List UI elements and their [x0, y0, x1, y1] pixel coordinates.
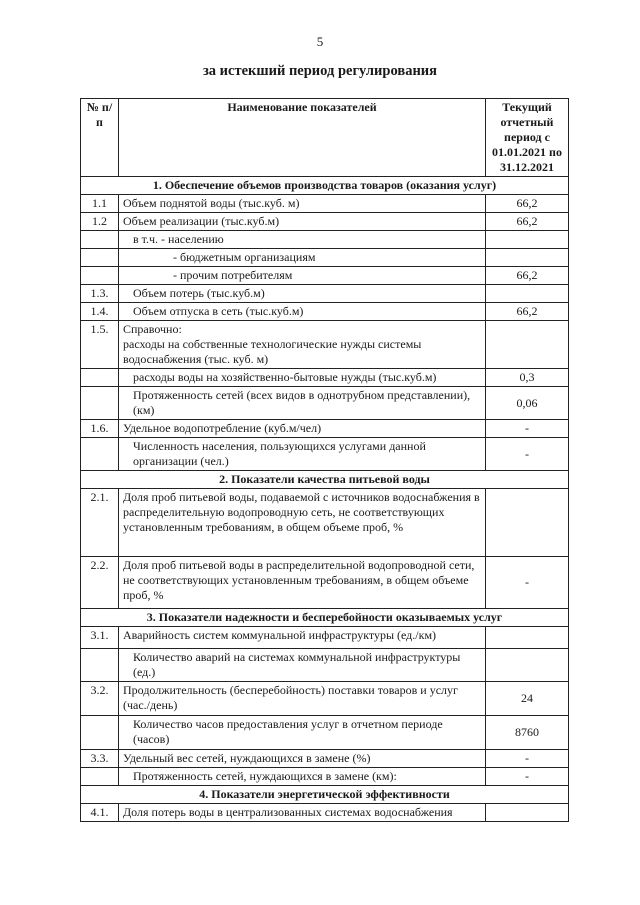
- table-row: [81, 195, 569, 213]
- section-row: [81, 471, 569, 489]
- row-number: 1.6.: [81, 420, 119, 438]
- row-number: [81, 267, 119, 285]
- row-number: [81, 387, 119, 420]
- row-indicator-name: Доля проб питьевой воды, подаваемой с источников водоснабжения в распределительную водопроводную сеть, не соответствующих установленным требованиям, в общем объеме проб, %: [119, 489, 486, 557]
- row-value: -: [486, 420, 569, 438]
- row-indicator-name: Справочно: расходы на собственные технологические нужды системы водоснабжения (тыс. куб. м): [119, 321, 486, 369]
- row-indicator-name: Аварийность систем коммунальной инфраструктуры (ед./км): [119, 627, 486, 649]
- row-indicator-name: Доля потерь воды в централизованных системах водоснабжения: [119, 804, 486, 822]
- table-row: [81, 303, 569, 321]
- row-indicator-name: расходы воды на хозяйственно-бытовые нужды (тыс.куб.м): [119, 369, 486, 387]
- row-indicator-name: - прочим потребителям: [119, 267, 486, 285]
- row-indicator-name: Протяженность сетей (всех видов в однотрубном представлении), (км): [119, 387, 486, 420]
- row-value: 8760: [486, 716, 569, 750]
- row-indicator-name: Количество часов предоставления услуг в отчетном периоде (часов): [119, 716, 486, 750]
- row-value: 0,06: [486, 387, 569, 420]
- table-row: [81, 716, 569, 750]
- table-row: [81, 387, 569, 420]
- section-row: [81, 177, 569, 195]
- row-number: 1.4.: [81, 303, 119, 321]
- table-row: [81, 249, 569, 267]
- row-number: 2.2.: [81, 557, 119, 609]
- row-number: 3.3.: [81, 750, 119, 768]
- table-row: [81, 682, 569, 716]
- row-number: [81, 249, 119, 267]
- row-indicator-name: Численность населения, пользующихся услугами данной организации (чел.): [119, 438, 486, 471]
- page-number: 5: [316, 34, 324, 49]
- row-value: 66,2: [486, 267, 569, 285]
- header-name: Наименование показателей: [119, 99, 486, 177]
- row-indicator-name: в т.ч. - населению: [119, 231, 486, 249]
- row-number: [81, 231, 119, 249]
- indicators-table-body: [81, 99, 569, 822]
- section-title: 2. Показатели качества питьевой воды: [81, 471, 569, 489]
- row-number: [81, 369, 119, 387]
- table-row: [81, 231, 569, 249]
- table-row: [81, 420, 569, 438]
- row-indicator-name: Протяженность сетей, нуждающихся в замене (км):: [119, 768, 486, 786]
- table-row: [81, 321, 569, 369]
- row-number: [81, 768, 119, 786]
- row-number: 1.1: [81, 195, 119, 213]
- row-indicator-name: Объем отпуска в сеть (тыс.куб.м): [119, 303, 486, 321]
- row-number: 1.3.: [81, 285, 119, 303]
- row-value: 66,2: [486, 195, 569, 213]
- row-number: [81, 649, 119, 682]
- table-row: [81, 557, 569, 609]
- section-title: 3. Показатели надежности и бесперебойности оказываемых услуг: [81, 609, 569, 627]
- row-value: [486, 231, 569, 249]
- row-value: [486, 649, 569, 682]
- row-indicator-name: Удельное водопотребление (куб.м/чел): [119, 420, 486, 438]
- row-indicator-name: Доля проб питьевой воды в распределительной водопроводной сети, не соответствующих установленным требованиям, в общем объеме проб, %: [119, 557, 486, 609]
- row-indicator-name: Удельный вес сетей, нуждающихся в замене (%): [119, 750, 486, 768]
- row-number: 3.1.: [81, 627, 119, 649]
- row-value: [486, 804, 569, 822]
- row-number: 1.5.: [81, 321, 119, 369]
- row-value: -: [486, 557, 569, 609]
- section-row: [81, 609, 569, 627]
- section-title: 1. Обеспечение объемов производства товаров (оказания услуг): [81, 177, 569, 195]
- row-value: [486, 489, 569, 557]
- row-indicator-name: Количество аварий на системах коммунальной инфраструктуры (ед.): [119, 649, 486, 682]
- table-row: [81, 489, 569, 557]
- row-value: -: [486, 750, 569, 768]
- row-value: 66,2: [486, 303, 569, 321]
- table-row: [81, 768, 569, 786]
- page-heading: за истекший период регулирования: [202, 63, 438, 79]
- table-row: [81, 267, 569, 285]
- row-number: 2.1.: [81, 489, 119, 557]
- row-number: 4.1.: [81, 804, 119, 822]
- row-value: [486, 627, 569, 649]
- table-row: [81, 627, 569, 649]
- indicators-table: [80, 98, 569, 822]
- table-row: [81, 213, 569, 231]
- row-value: [486, 285, 569, 303]
- row-value: -: [486, 438, 569, 471]
- row-value: [486, 321, 569, 369]
- table-row: [81, 804, 569, 822]
- row-value: 66,2: [486, 213, 569, 231]
- row-value: -: [486, 768, 569, 786]
- row-indicator-name: - бюджетным организациям: [119, 249, 486, 267]
- section-title: 4. Показатели энергетической эффективности: [81, 786, 569, 804]
- table-row: [81, 369, 569, 387]
- row-number: 3.2.: [81, 682, 119, 716]
- row-number: [81, 438, 119, 471]
- row-number: [81, 716, 119, 750]
- row-number: 1.2: [81, 213, 119, 231]
- row-indicator-name: Объем реализации (тыс.куб.м): [119, 213, 486, 231]
- header-period: Текущий отчетный период с 01.01.2021 по 31.12.2021: [486, 99, 569, 177]
- section-row: [81, 786, 569, 804]
- row-value: 24: [486, 682, 569, 716]
- table-row: [81, 438, 569, 471]
- row-indicator-name: Объем поднятой воды (тыс.куб. м): [119, 195, 486, 213]
- row-value: 0,3: [486, 369, 569, 387]
- table-row: [81, 750, 569, 768]
- header-num: № п/п: [81, 99, 119, 177]
- table-row: [81, 285, 569, 303]
- row-value: [486, 249, 569, 267]
- row-indicator-name: Продолжительность (бесперебойность) поставки товаров и услуг (час./день): [119, 682, 486, 716]
- row-indicator-name: Объем потерь (тыс.куб.м): [119, 285, 486, 303]
- table-header-row: [81, 99, 569, 177]
- table-row: [81, 649, 569, 682]
